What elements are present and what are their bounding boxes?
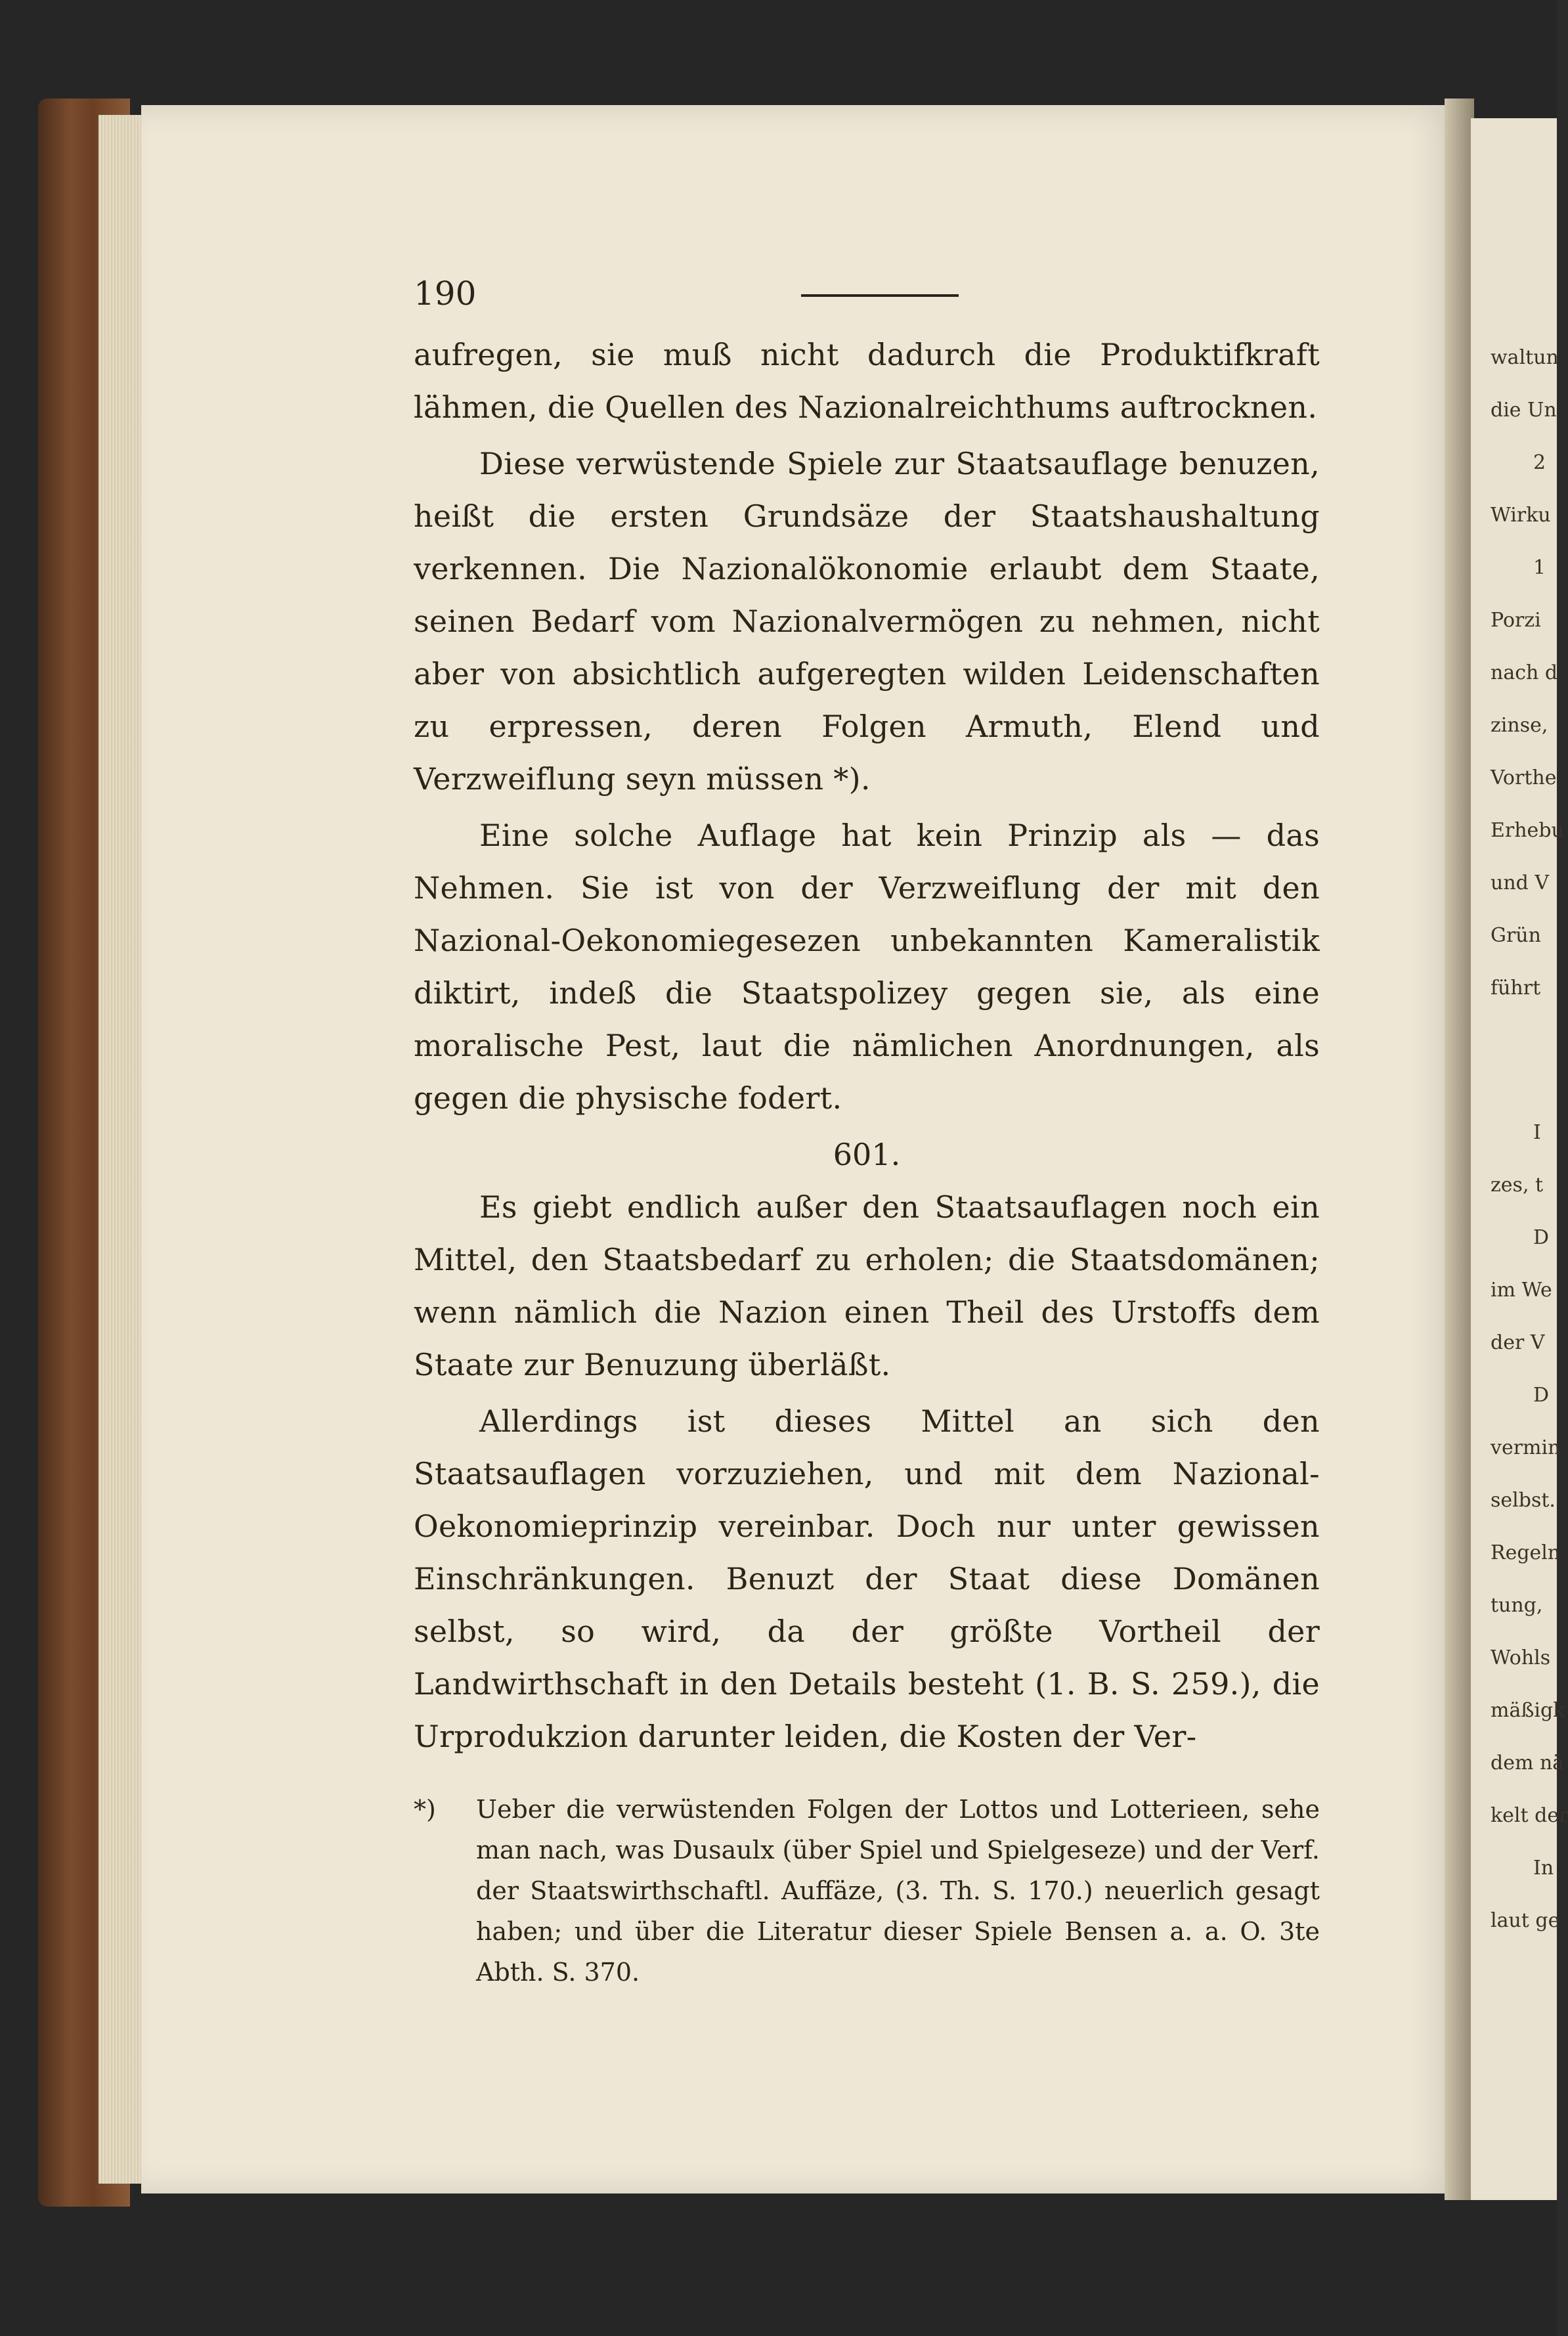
next-page-fragment: Vorthe <box>1491 766 1557 789</box>
page-content <box>414 269 1320 1993</box>
page-number: 190 <box>414 275 477 313</box>
next-page-fragment: der V <box>1491 1331 1545 1354</box>
next-page-fragment: kelt der <box>1491 1804 1568 1827</box>
paragraph: Es giebt endlich außer den Staatsauflagen noch ein Mittel, den Staatsbedarf zu erholen; die Staatsdomänen; wenn nämlich die Nazion einen Theil des Urstoffs dem Staate zur Benuzung überläßt. <box>414 1189 1320 1382</box>
paragraph: Diese verwüstende Spiele zur Staatsauflage benuzen, heißt die ersten Grundsäze der Staatshaushaltung verkennen. Die Nazionalökonomie erlaubt dem Staate, seinen Bedarf vom Nazionalvermögen zu nehmen, nicht aber von absichtlich aufgeregten wilden Leidenschaften zu erpressen, deren Folgen Armuth, Elend und Verzweiflung seyn müssen *). <box>414 446 1320 797</box>
next-page-fragment: vermin <box>1491 1436 1561 1459</box>
footnote <box>414 1789 1320 1993</box>
next-page-fragment: 2 <box>1533 451 1546 474</box>
next-page-fragment: dem nä <box>1491 1752 1565 1774</box>
next-page-fragment: tung, <box>1491 1594 1543 1617</box>
footnote-text: Ueber die verwüstenden Folgen der Lottos und Lotterieen, sehe man nach, was Dusaulx (über Spiel und Spielgeseze) und der Verf. der Staatswirthschaftl. Auffäze, (3. Th. S. 170.) neuerlich gesagt haben; und über die Literatur dieser Spiele Bensen a. a. O. 3te Abth. S. 370. <box>476 1795 1320 1987</box>
next-page-fragment: Wirku <box>1491 504 1551 527</box>
next-page-edge <box>1471 118 1568 2200</box>
next-page-fragment: laut ge <box>1491 1909 1560 1932</box>
next-page-fragment: D <box>1533 1384 1550 1407</box>
book-gutter <box>1445 99 1474 2200</box>
next-page-fragment: 1 <box>1533 556 1546 579</box>
next-page-fragment: zinse, <box>1491 714 1548 737</box>
running-header <box>414 269 1320 328</box>
next-page-fragment: Regeln <box>1491 1541 1561 1564</box>
next-page-fragment: Wohls <box>1491 1646 1551 1669</box>
next-page-fragment: Erhebu <box>1491 819 1564 842</box>
next-page-fragment: zes, t <box>1491 1174 1544 1197</box>
next-page-fragment: mäßigk <box>1491 1699 1565 1722</box>
next-page-fragment: Porzi <box>1491 609 1541 632</box>
next-page-fragment: die Un <box>1491 399 1557 422</box>
paragraph: Allerdings ist dieses Mittel an sich den Staatsauflagen vorzuziehen, und mit dem Nazional-Oekonomieprinzip vereinbar. Doch nur unter gewissen Einschränkungen. Benuzt der Staat diese Domänen selbst, so wird, da der größte Vortheil der Landwirthschaft in den Details besteht (1. B. S. 259.), die Urprodukzion darunter leiden, die Kosten der Ver- <box>414 1403 1320 1754</box>
next-page-fragment: In <box>1533 1857 1554 1880</box>
next-page-fragment: Grün <box>1491 924 1541 947</box>
next-page-fragment: waltun <box>1491 346 1559 369</box>
header-rule <box>801 294 959 297</box>
footnote-marker: *) <box>414 1795 436 1824</box>
page-edges <box>98 115 144 2184</box>
section-number: 601. <box>833 1137 901 1172</box>
next-page-fragment: D <box>1533 1226 1550 1249</box>
next-page-fragment: nach d <box>1491 661 1558 684</box>
next-page-fragment: im We <box>1491 1279 1552 1302</box>
next-page-fragment: und V <box>1491 871 1550 894</box>
next-page-fragment: I <box>1533 1121 1541 1144</box>
paragraph: aufregen, sie muß nicht dadurch die Produktifkraft lähmen, die Quellen des Nazionalreichthums auftrocknen. <box>414 337 1320 425</box>
paragraph: Eine solche Auflage hat kein Prinzip als — das Nehmen. Sie ist von der Verzweiflung der mit den Nazional-Oekonomiegesezen unbekannten Kameralistik diktirt, indeß die Staatspolizey gegen sie, als eine moralische Pest, laut die nämlichen Anordnungen, als gegen die physische fodert. <box>414 818 1320 1116</box>
next-page-fragment: führt <box>1491 977 1541 1000</box>
next-page-fragment: selbst. <box>1491 1489 1556 1512</box>
